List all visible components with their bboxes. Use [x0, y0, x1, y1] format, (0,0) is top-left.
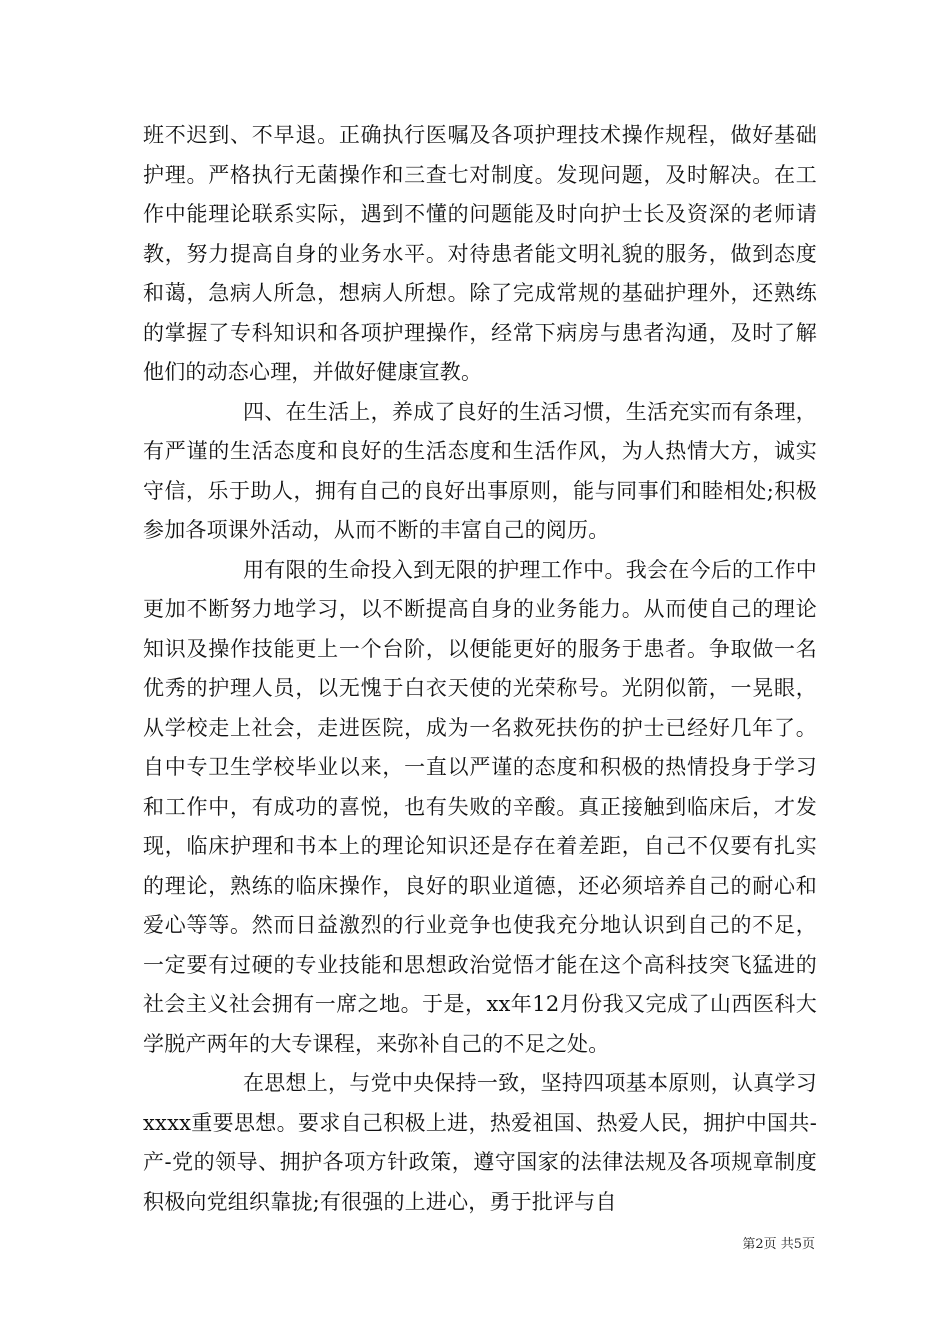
paragraph-life: 四、在生活上，养成了良好的生活习惯，生活充实而有条理，有严谨的生活态度和良好的生活态度和生活作风，为人热情大方，诚实守信，乐于助人，拥有自己的良好出事原则，能与同事们和睦相处;积极参加各项课外活动，从而不断的丰富自己的阅历。 — [143, 399, 817, 542]
paragraph-work-duties: 班不迟到、不早退。正确执行医嘱及各项护理技术操作规程，做好基础护理。严格执行无菌操作和三查七对制度。发现问题，及时解决。在工作中能理论联系实际，遇到不懂的问题能及时向护士长及资深的老师请教，努力提高自身的业务水平。对待患者能文明礼貌的服务，做到态度和蔼，急病人所急，想病人所想。除了完成常规的基础护理外，还熟练的掌握了专科知识和各项护理操作，经常下病房与患者沟通，及时了解他们的动态心理，并做好健康宣教。 — [143, 123, 817, 384]
paragraph-career: 用有限的生命投入到无限的护理工作中。我会在今后的工作中更加不断努力地学习，以不断提高自身的业务能力。从而使自己的理论知识及操作技能更上一个台阶，以便能更好的服务于患者。争取做一名优秀的护理人员，以无愧于白衣天使的光荣称号。光阴似箭，一晃眼，从学校走上社会，走进医院，成为一名救死扶伤的护士已经好几年了。自中专卫生学校毕业以来，一直以严谨的态度和积极的热情投身于学习和工作中，有成功的喜悦，也有失败的辛酸。真正接触到临床后，才发现，临床护理和书本上的理论知识还是存在着差距，自己不仅要有扎实的理论，熟练的临床操作，良好的职业道德，还必须培养自己的耐心和爱心等等。然而日益激烈的行业竞争也使我充分地认识到自己的不足，一定要有过硬的专业技能和思想政治觉悟才能在这个高科技突飞猛进的社会主义社会拥有一席之地。于是，xx年12月份我又完成了山西医科大学脱产两年的大专课程，来弥补自己的不足之处。 — [143, 557, 817, 1056]
paragraph-ideology: 在思想上，与党中央保持一致，坚持四项基本原则，认真学习xxxx重要思想。要求自己积极上进，热爱祖国、热爱人民，拥护中国共-产-党的领导、拥护各项方针政策，遵守国家的法律法规及各项规章制度积极向党组织靠拢;有很强的上进心，勇于批评与自 — [143, 1071, 817, 1214]
document-body — [143, 116, 817, 1222]
page-number-footer: 第2页 共5页 — [742, 1237, 815, 1252]
